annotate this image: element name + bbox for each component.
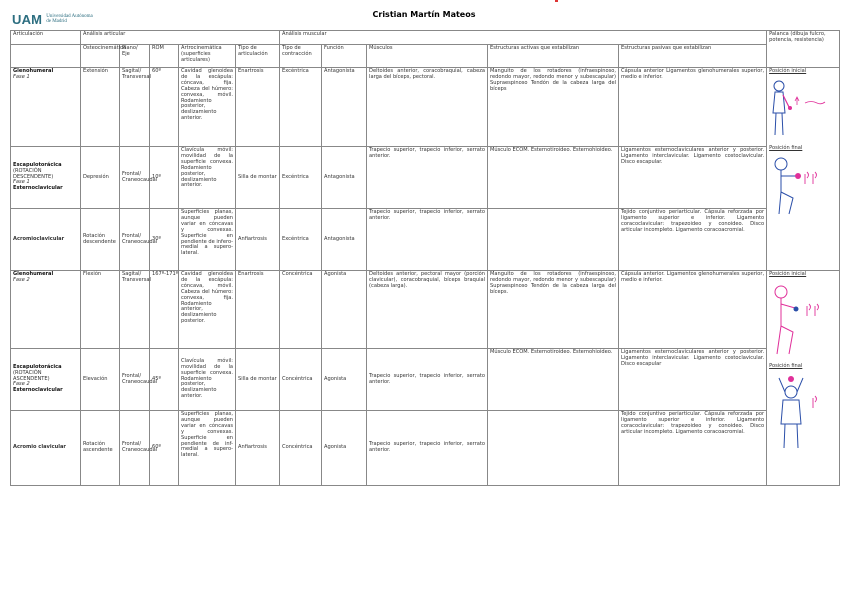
artro-cell: Clavícula móvil: movilidad de la superficie convexa. Rodamiento posterior, deslizamiento anterior.: [179, 147, 236, 209]
pasivas-cell: Ligamentos esternoclaviculares anterior y posterior. Ligamento interclavicular. Ligamento costoclavicular. Disco escapular: [619, 349, 767, 411]
pasivas-cell: Tejido conjuntivo periarticular. Cápsula reforzada por ligamento superior e inferior. Ligamento coracoclavicular: trapezoideo y conoideo. Disco articular incompleto. Ligamento coracoacromial.: [619, 209, 767, 271]
header-musculos: Músculos: [367, 45, 488, 68]
header-articulacion: Articulación: [11, 31, 81, 45]
activas-cell: Músculo ECOM. Esternotiroideo. Esternohioideo.: [488, 349, 619, 411]
plano-cell: Frontal/ Craneocaudal: [120, 209, 150, 271]
plano-cell: Frontal/ Craneocaudal: [120, 349, 150, 411]
musculos-cell: Deltoides anterior, coracobraquial, cabeza larga del bíceps, pectoral.: [367, 68, 488, 147]
artro-cell: Superficies planas, aunque pueden variar en cóncavas y convexas. Superficie en pendiente de infero-medial a supero-lateral.: [179, 209, 236, 271]
artro-cell: Superficies planas, aunque pueden variar en cóncavas y convexas. Superficie en pendiente de inf-medial a supero-lateral.: [179, 411, 236, 486]
table-row: [11, 349, 840, 411]
tipo-art-cell: Anfiartrosis: [236, 411, 280, 486]
joint-phase: Fase 1: [13, 73, 30, 80]
pasivas-cell: Cápsula anterior. Ligamentos glenohumerales superior, medio e inferior.: [619, 271, 767, 349]
osteo-cell: Elevación: [81, 349, 120, 411]
tipo-art-cell: Silla de montar: [236, 147, 280, 209]
musculos-cell: Trapecio superior, trapecio inferior, serrato anterior.: [367, 147, 488, 209]
joint-name: Glenohumeral: [13, 68, 54, 74]
palanca-cell: [767, 271, 840, 486]
header-rom: ROM: [150, 45, 179, 68]
header-plano-eje: Plano/ Eje: [120, 45, 150, 68]
joint-cell: [11, 349, 81, 411]
funcion-cell: Agonista: [322, 411, 367, 486]
plano-cell: Sagital/ Transversal: [120, 271, 150, 349]
joint-phase: Fase 2: [13, 381, 30, 388]
lever-sketch-icon: [769, 154, 829, 218]
logo-mark: UAM: [12, 11, 43, 27]
palanca-label: Posición inicial: [769, 271, 807, 277]
joint-note: (ROTACIÓN ASCENDENTE): [13, 369, 50, 382]
plano-cell: Frontal/ Craneocaudal: [120, 411, 150, 486]
tipo-art-cell: Silla de montar: [236, 349, 280, 411]
joint-name: Escapulotorácica: [13, 363, 62, 370]
logo-line-2: de Madrid: [46, 19, 67, 24]
palanca-cell: [767, 68, 840, 271]
header-osteocinematica: Osteocinemática: [81, 45, 120, 68]
header-tipo-contraccion: Tipo de contracción: [280, 45, 322, 68]
joint-cell: Acromio clavicular: [11, 411, 81, 486]
tipo-con-cell: Excéntrica: [280, 147, 322, 209]
tipo-art-cell: Anfiartrosis: [236, 209, 280, 271]
rom-cell: 167º-171º: [150, 271, 179, 349]
header-pasivas: Estructuras pasivas que estabilizan: [619, 45, 767, 68]
activas-cell: Músculo ECOM. Esternotiroideo. Esternohioideo.: [488, 147, 619, 209]
pasivas-cell: Tejido conjuntivo periarticular. Cápsula reforzada por ligamento superior e inferior. Ligamento coracoclavicular: trapezoideo y conoideo. Disco articular incompleto. Ligamento coracoacromial.: [619, 411, 767, 486]
joint-cell: [11, 68, 81, 147]
table-row: [11, 209, 840, 271]
palanca-label: Posición final: [769, 362, 803, 369]
tipo-con-cell: Concéntrica: [280, 349, 322, 411]
joint-cell: [11, 147, 81, 209]
header-funcion: Función: [322, 45, 367, 68]
palanca-label: Posición final: [769, 144, 803, 151]
joint-cell: [11, 271, 81, 349]
funcion-cell: Agonista: [322, 349, 367, 411]
joint-name: Glenohumeral: [13, 271, 54, 277]
joint-name: Escapulotorácica: [13, 161, 62, 168]
header-analisis-muscular: Análisis muscular: [280, 31, 767, 45]
joint-phase: Fase 1: [13, 179, 30, 186]
lever-sketch-icon: [769, 280, 829, 360]
header-artrocinematica: Artrocinemática (superficies articulares): [179, 45, 236, 68]
artro-cell: Cavidad glenoidea de la escápula: cóncava, móvil. Cabeza del húmero: convexa, fija. Rodamiento anterior, deslizamiento posterior.: [179, 271, 236, 349]
osteo-cell: Flexión: [81, 271, 120, 349]
joint-note: (ROTACIÓN DESCENDENTE): [13, 167, 54, 180]
funcion-cell: Agonista: [322, 271, 367, 349]
table-row: [11, 411, 840, 486]
header-tipo-articulacion: Tipo de articulación: [236, 45, 280, 68]
table-row: [11, 68, 840, 147]
pasivas-cell: Cápsula anterior Ligamentos glenohumerales superior, medio e inferior.: [619, 68, 767, 147]
funcion-cell: Antagonista: [322, 68, 367, 147]
joint-cell: Acromioclavicular: [11, 209, 81, 271]
osteo-cell: Depresión: [81, 147, 120, 209]
plano-cell: Sagital/ Transversal: [120, 68, 150, 147]
tipo-art-cell: Enartrosis: [236, 68, 280, 147]
activas-cell: [488, 209, 619, 271]
accent-mark: [555, 0, 558, 2]
tipo-art-cell: Enartrosis: [236, 271, 280, 349]
funcion-cell: Antagonista: [322, 209, 367, 271]
activas-cell: [488, 411, 619, 486]
musculos-cell: Trapecio superior, trapecio inferior, serrato anterior.: [367, 209, 488, 271]
author-name: Cristian Martín Mateos: [372, 10, 476, 19]
header-activas: Estructuras activas que estabilizan: [488, 45, 619, 68]
rom-cell: 10º: [150, 147, 179, 209]
plano-cell: Frontal/ Craneocaudal: [120, 147, 150, 209]
osteo-cell: Rotación descendente: [81, 209, 120, 271]
header-analisis-articular: Análisis articular: [81, 31, 280, 45]
joint-name-secondary: Esternoclavicular: [13, 387, 63, 394]
rom-cell: 30º: [150, 209, 179, 271]
activas-cell: Manguito de los rotadores (infraespinoso, redondo mayor, redondo menor y subescapular) Supraespinoso Tendón de la cabeza larga del bíceps: [488, 68, 619, 147]
lever-sketch-icon: [769, 372, 829, 452]
lever-sketch-icon: [769, 77, 829, 141]
rom-cell: 60º: [150, 68, 179, 147]
musculos-cell: Trapecio superior, trapecio inferior, serrato anterior.: [367, 349, 488, 411]
palanca-label: Posición inicial: [769, 68, 807, 74]
musculos-cell: Deltoides anterior, pectoral mayor (porción clavicular), coracobraquial, bíceps braquial (cabeza larga).: [367, 271, 488, 349]
group-header-row: [11, 31, 840, 45]
rom-cell: 45º: [150, 349, 179, 411]
tipo-con-cell: Concéntrica: [280, 271, 322, 349]
osteo-cell: Extensión: [81, 68, 120, 147]
header-empty: [11, 45, 81, 68]
joint-phase: Fase 2: [13, 276, 30, 283]
tipo-con-cell: Concéntrica: [280, 411, 322, 486]
pasivas-cell: Ligamentos esternoclaviculares anterior y posterior. Ligamento interclavicular. Ligamento costoclavicular. Disco escapular.: [619, 147, 767, 209]
musculos-cell: Trapecio superior, trapecio inferior, serrato anterior.: [367, 411, 488, 486]
table-row: [11, 271, 840, 349]
rom-cell: 60º: [150, 411, 179, 486]
header-palanca: Palanca (dibuja fulcro, potencia, resistencia): [767, 31, 840, 68]
osteo-cell: Rotación ascendente: [81, 411, 120, 486]
artro-cell: Cavidad glenoidea de la escápula: cóncava, fija. Cabeza del húmero: convexa, móvil. Rodamiento posterior, deslizamiento anterior.: [179, 68, 236, 147]
logo-line-1: Universidad Autónoma: [46, 14, 93, 19]
column-header-row: [11, 45, 840, 68]
activas-cell: Manguito de los rotadores (infraespinoso, redondo mayor, redondo menor y subescapular) Supraespinoso Tendón de la cabeza larga del bíceps.: [488, 271, 619, 349]
joint-name-secondary: Esternoclavicular: [13, 185, 63, 192]
tipo-con-cell: Excéntrica: [280, 209, 322, 271]
analysis-table: [10, 30, 840, 486]
tipo-con-cell: Excéntrica: [280, 68, 322, 147]
table-row: [11, 147, 840, 209]
funcion-cell: Antagonista: [322, 147, 367, 209]
artro-cell: Clavícula móvil: movilidad de la superficie convexa. Rodamiento posterior, deslizamiento anterior.: [179, 349, 236, 411]
